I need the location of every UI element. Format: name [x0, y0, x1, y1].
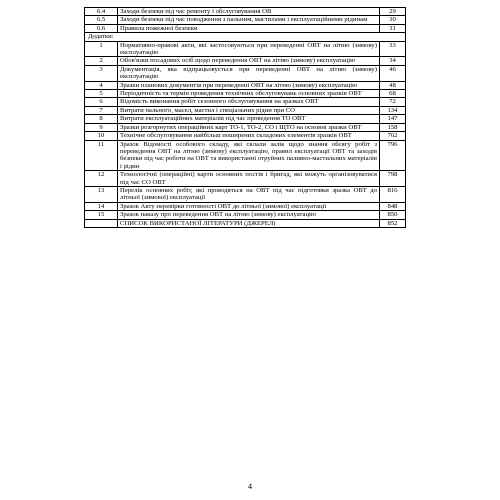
toc-row [85, 41, 406, 57]
row-title: Зразки планових документів при переведенні ОВТ на літню (зимову) експлуатацію [118, 81, 380, 89]
row-number: 6.5 [85, 16, 118, 24]
row-title: Зразок Відомості особового складу, які склали залік щодо знання обсягу робіт з переведення ОВТ на літню (зимову) експлуатацію, правил експлуатації ОВТ та заходів безпеки під час роботи на ОВТ та використанні отруйних паливно-мастильних матеріалів і рідин [118, 140, 380, 171]
toc-row [85, 106, 406, 114]
row-number: 3 [85, 65, 118, 81]
row-page: 31 [380, 24, 406, 32]
toc-row [85, 8, 406, 16]
toc-row-bibliography [85, 219, 406, 227]
row-title: Технологічні (операційні) карти основних постів і бригад, які можуть організовуватися під час СО ОВТ [118, 171, 380, 187]
toc-row [85, 98, 406, 106]
toc-row [85, 123, 406, 131]
row-number: 6 [85, 98, 118, 106]
row-title: Заходи безпеки під час ремонту і обслуговування ОВ [118, 8, 380, 16]
row-title: Правила пожежної безпеки [118, 24, 380, 32]
table-of-contents [84, 7, 406, 228]
row-title: Зразок Акту перевірки готовності ОВТ до літньої (зимової) експлуатації [118, 202, 380, 210]
section-header-row [85, 33, 406, 41]
row-number: 2 [85, 57, 118, 65]
toc-row [85, 186, 406, 202]
toc-row [85, 115, 406, 123]
row-number: 8 [85, 115, 118, 123]
row-number [85, 219, 118, 227]
row-title: Технічне обслуговування найбільш поширених складових елементів зразків ОВТ [118, 132, 380, 140]
row-number: 13 [85, 186, 118, 202]
row-title: Зразок наказу про переведення ОВТ на літню (зимову) експлуатацію [118, 211, 380, 219]
row-page: 48 [380, 81, 406, 89]
row-number: 5 [85, 90, 118, 98]
row-page: 798 [380, 171, 406, 187]
row-number: 10 [85, 132, 118, 140]
row-title: Зразки розгорнутих операційних карт ТО-1, ТО-2, СО і ЩТО на основні зразки ОВТ [118, 123, 380, 131]
row-page: 796 [380, 140, 406, 171]
row-page: 29 [380, 8, 406, 16]
row-page: 850 [380, 211, 406, 219]
row-page: 762 [380, 132, 406, 140]
row-title: СПИСОК ВИКОРИСТАНОЇ ЛІТЕРАТУРИ (ДЖЕРЕЛ) [118, 219, 380, 227]
toc-body [85, 8, 406, 228]
toc-row [85, 202, 406, 210]
row-title: Нормативно-правові акти, які застосовуються при переведенні ОВТ на літню (зимову) експлуатацію [118, 41, 380, 57]
row-number: 1 [85, 41, 118, 57]
toc-row [85, 65, 406, 81]
toc-row [85, 140, 406, 171]
row-page: 33 [380, 41, 406, 57]
toc-row [85, 81, 406, 89]
row-title: Заходи безпеки під час поводження з пальним, мастилами і експлуатаційними рідинам [118, 16, 380, 24]
toc-row [85, 132, 406, 140]
row-number: 12 [85, 171, 118, 187]
row-page: 68 [380, 90, 406, 98]
row-title: Витрати пального, масел, мастил і спеціальних рідин при СО [118, 106, 380, 114]
row-number: 7 [85, 106, 118, 114]
toc-row [85, 171, 406, 187]
toc-row [85, 24, 406, 32]
row-number: 11 [85, 140, 118, 171]
toc-row [85, 211, 406, 219]
row-number: 15 [85, 211, 118, 219]
toc-row [85, 16, 406, 24]
row-page: 158 [380, 123, 406, 131]
page-number: 4 [248, 482, 252, 491]
row-page: 30 [380, 16, 406, 24]
row-number: 4 [85, 81, 118, 89]
row-page: 848 [380, 202, 406, 210]
row-number: 6.6 [85, 24, 118, 32]
row-page: 816 [380, 186, 406, 202]
row-page: 852 [380, 219, 406, 227]
row-title: Документація, яка відпрацьовується при переведенні ОВТ на літню (зимову) експлуатацію [118, 65, 380, 81]
row-page: 46 [380, 65, 406, 81]
row-page: 34 [380, 57, 406, 65]
row-number: 6.4 [85, 8, 118, 16]
row-page: 147 [380, 115, 406, 123]
row-page: 134 [380, 106, 406, 114]
row-title: Періодичність та термін проведення технічних обслуговувань основних зразків ОВТ [118, 90, 380, 98]
toc-row [85, 57, 406, 65]
row-number: 14 [85, 202, 118, 210]
row-title: Відомість виконання робіт сезонного обслуговування на зразках ОВТ [118, 98, 380, 106]
row-page: 72 [380, 98, 406, 106]
section-title: Додатки: [85, 33, 406, 41]
toc-row [85, 90, 406, 98]
row-title: Витрати експлуатаційних матеріалів під час проведення ТО ОВТ [118, 115, 380, 123]
row-title: Перелік основних робіт, які проводяться на ОВТ під час підготовки зразка ОВТ до літньої (зимової) експлуатації [118, 186, 380, 202]
row-number: 9 [85, 123, 118, 131]
row-title: Обов'язки посадових осіб щодо переведення ОВТ на літню (зимову) експлуатацію [118, 57, 380, 65]
